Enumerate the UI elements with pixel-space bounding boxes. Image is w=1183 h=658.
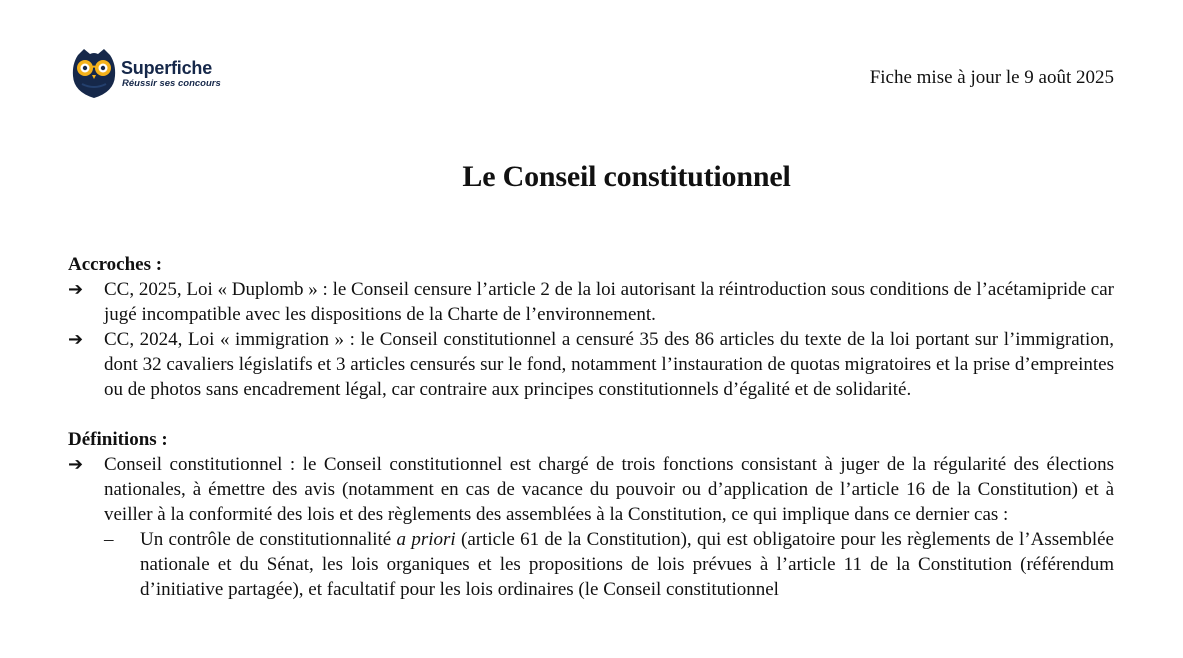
subitem-emphasis: a priori xyxy=(396,529,456,550)
subitem-text-after: (article 61 de la Constitution), qui est obligatoire pour les règlements de l’Assemblée nationale et du Sénat, les lois organiques et les propositions de lois prévues à l’article 11 de la Constitution (référendum d’initiative partagée), et facultatif pour les lois ordinaires (le Conseil constitutionnel xyxy=(140,529,1114,600)
document-body xyxy=(68,252,1114,602)
brand-name: Superfiche xyxy=(121,57,213,78)
definitions-list xyxy=(68,452,1114,527)
dash-bullet-icon: – xyxy=(104,529,114,550)
list-item xyxy=(68,527,1114,602)
subitem-text-before: Un contrôle de constitutionnalité xyxy=(140,529,397,550)
definition-text: Conseil constitutionnel : le Conseil constitutionnel est chargé de trois fonctions consistant à juger de la régularité des élections nationales, à émettre des avis (notamment en cas de vacance du pouvoir ou d’application de l’article 16 de la Constitution) et à veiller à la conformité des lois et des règlements des assemblées à la Constitution, ce qui implique dans ce dernier cas : xyxy=(104,454,1114,525)
arrow-bullet-icon: ➔ xyxy=(68,329,84,350)
definitions-sublist xyxy=(68,527,1114,602)
accroche-text: CC, 2024, Loi « immigration » : le Conseil constitutionnel a censuré 35 des 86 articles du texte de la loi portant sur l’immigration, dont 32 cavaliers législatifs et 3 articles censurés sur le fond, notamment l’instauration de quotas migratoires et la prise d’empreintes ou de photos sans encadrement légal, car contraire aux principes constitutionnels d’égalité et de solidarité. xyxy=(104,329,1114,400)
owl-icon xyxy=(70,46,118,100)
brand-logo xyxy=(70,46,221,100)
arrow-bullet-icon: ➔ xyxy=(68,279,84,300)
arrow-bullet-icon: ➔ xyxy=(68,454,84,475)
list-item xyxy=(68,452,1114,527)
brand-text xyxy=(121,58,221,89)
accroches-heading: Accroches : xyxy=(68,254,163,275)
accroche-text: CC, 2025, Loi « Duplomb » : le Conseil censure l’article 2 de la loi autorisant la réintroduction sous conditions de l’acétamipride car jugé incompatible avec les dispositions de la Charte de l’environnement. xyxy=(104,279,1114,325)
accroches-list xyxy=(68,277,1114,402)
update-date: Fiche mise à jour le 9 août 2025 xyxy=(869,67,1114,88)
definitions-heading: Définitions : xyxy=(68,429,168,450)
brand-tagline: Réussir ses concours xyxy=(122,77,221,89)
section-spacer xyxy=(68,402,1114,427)
list-item xyxy=(68,327,1114,402)
list-item xyxy=(68,277,1114,327)
page-title: Le Conseil constitutionnel xyxy=(462,160,791,193)
